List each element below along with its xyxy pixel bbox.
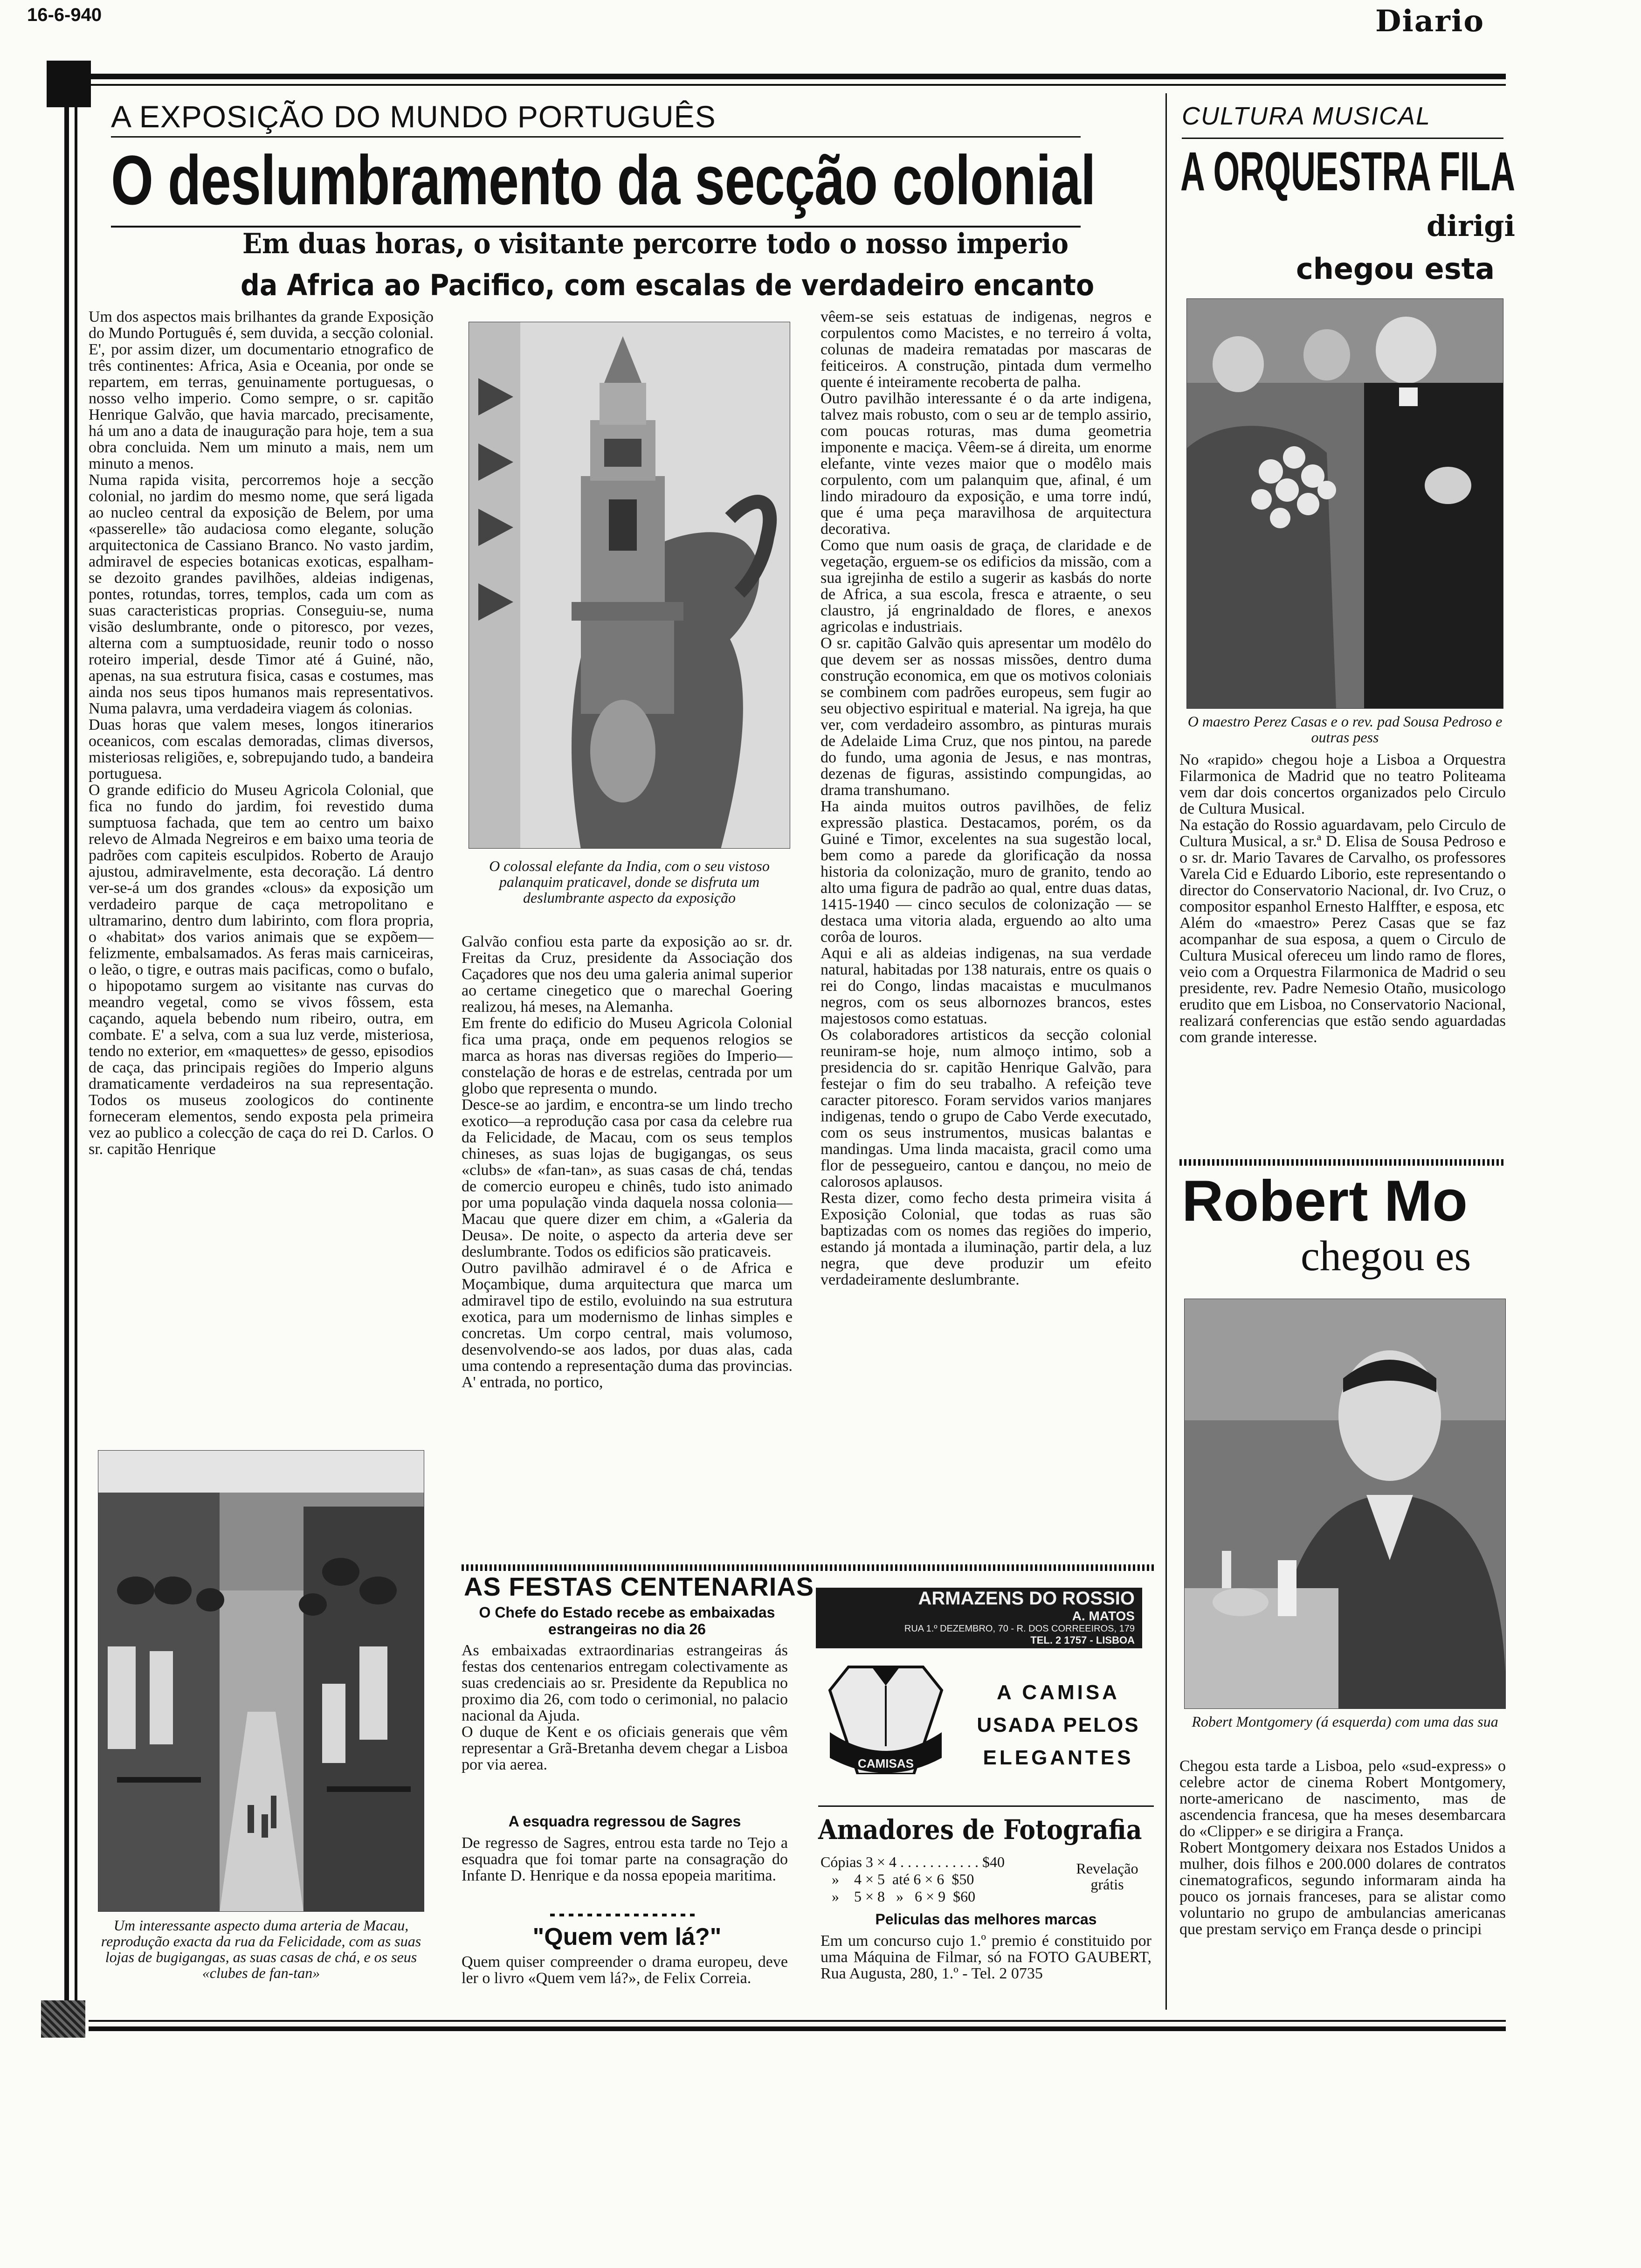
festas-divider [550,1914,699,1916]
right-dotted-separator [1179,1159,1506,1166]
photo-montgomery-caption: Robert Montgomery (á esquerda) com uma das sua [1192,1713,1498,1730]
deck-line-1: Em duas horas, o visitante percorre todo o nosso imperio [242,228,1069,260]
bottom-rule-thick [89,2026,1506,2031]
deck-line-2: da Africa ao Pacifico, com escalas de verdadeiro encanto [241,268,1095,302]
top-rule-thick [89,74,1506,79]
ad-armazens-phone: TEL. 2 1757 - LISBOA [1030,1634,1135,1646]
kicker: A EXPOSIÇÃO DO MUNDO PORTUGUÊS [111,99,716,134]
ad-armazens-slogan-2: USADA PELOS [977,1714,1140,1736]
elephant-tower-image [469,322,790,849]
festas-body-2: De regresso de Sagres, entrou esta tarde no Tejo a esquadra que foi tomar parte na consagração do Infante D. Henrique e da nossa epopeia maritima. [462,1835,788,1884]
ad-foto-body: Em um concurso cujo 1.º premio é constituido por uma Máquina de Filmar, só na FOTO GAUBERT, Rua Augusta, 280, 1.º - Tel. 2 0735 [820,1933,1151,1982]
festas-body-1: As embaixadas extraordinarias estrangeiras ás festas dos centenarios entregam colectivamente as suas credenciais ao sr. Presidente da Republica no proximo dia 26, com todo o cerimonial, no palacio nacional da Ajuda. O duque de Kent e os oficiais generais que vêm representar a Grã-Bretanha devem chegar a Lisboa por via aerea. [462,1642,788,1773]
dotted-separator [462,1564,1156,1571]
ad-armazens-name: ARMAZENS DO ROSSIO [918,1588,1135,1609]
ad-foto-headline: Amadores de Fotografia [818,1814,1142,1846]
quem-vem-headline: "Quem vem lá?" [532,1923,722,1950]
page-date: 16-6-940 [27,5,102,25]
photo-elephant [469,322,790,849]
ad-armazens-banner [816,1588,1142,1648]
festas-subhead: O Chefe do Estado recebe as embaixadas estrangeiras no dia 26 [479,1604,775,1638]
bottom-rule-thin [89,2020,1506,2022]
shirt-illustration [820,1653,951,1774]
margin-bar-2 [75,107,77,2014]
photo-macau-caption: Um interessante aspecto duma arteria de Macau, reprodução exacta da rua da Felicidade, com as suas lojas de bugigangas, as suas casas de chá, e os seus «clubes de fan-tan» [101,1917,421,1981]
orquestra-section: CULTURA MUSICAL [1182,102,1431,130]
right-column-divider [1165,93,1167,2010]
ad-armazens-slogan-1: A CAMISA [997,1681,1120,1704]
ad-armazens-shirt-label: CAMISAS [858,1756,914,1770]
photo-montgomery [1184,1299,1506,1709]
montgomery-image [1185,1299,1506,1709]
montgomery-deck: chegou es [1301,1232,1471,1279]
montgomery-headline: Robert Mo [1182,1169,1468,1233]
photo-orquestra [1186,298,1503,709]
photo-orquestra-caption: O maestro Perez Casas e o rev. pad Sousa Pedroso e outras pess [1187,713,1503,746]
orquestra-deck-2: chegou esta [1296,252,1495,286]
ad-armazens-owner: A. MATOS [1072,1609,1135,1623]
quem-vem-body: Quem quiser compreender o drama europeu, deve ler o livro «Quem vem lá?», de Felix Correia. [462,1954,788,1987]
masthead: Diario [1375,4,1484,39]
ad-foto-subhead: Peliculas das melhores marcas [875,1911,1097,1928]
festas-headline: AS FESTAS CENTENARIAS [464,1572,814,1601]
ad-armazens [816,1583,1156,1788]
orquestra-headline: A ORQUESTRA FILA [1180,141,1516,202]
margin-block-bottom [41,2000,85,2038]
margin-block [47,61,91,107]
macau-street-image [98,1451,424,1912]
ad-foto-note: Revelação grátis [1076,1860,1138,1893]
kicker-underline [111,136,1081,138]
orquestra-deck-1: dirigi [1427,209,1516,243]
orquestra-arrival-image [1187,299,1503,709]
ad-armazens-address: RUA 1.º DEZEMBRO, 70 - R. DOS CORREEIROS, 179 [904,1624,1135,1634]
orquestra-section-rule [1182,138,1503,139]
photo-macau [98,1450,424,1912]
main-column-3: vêem-se seis estatuas de indigenas, negros e corpulentos como Macistes, e no terreiro á volta, colunas de madeira rematadas por mascaras de feiticeiros. A construção, pintada dum vermelho quente é inteiramente recoberta de palha. Outro pavilhão interessante é o da arte indigena, talvez mais robusto, com o seu ar de templo assirio, com poucas roturas, mas duma geometria imponente e maciça. Vêem-se á direita, um enorme elefante, vinte vezes maior que o modêlo mais corpulento, com um palanquim que, afinal, é um lindo miradouro da exposição, e uma torre indú, que é uma peça maravilhosa de arquitectura decorativa. Como que num oasis de graça, de claridade e de vegetação, erguem-se os edificios da missão, com a sua igrejinha de estilo a sugerir as kasbás do norte de Africa, a sua escola, fresca e atraente, o seu claustro, já engrinaldado de flores, e anexos agricolas e industriais. O sr. capitão Galvão quis apresentar um modêlo do que devem ser as nossas missões, dentro duma construção economica, em que os motivos coloniais se combinem com padrões europeus, sem fugir ao seu objectivo espiritual e material. Na igreja, ha que ver, com verdadeiro assombro, as pinturas murais de Adelaide Lima Cruz, que nos pintou, na parede do fundo, uma agonia de Jesus, e nas montras, dezenas de figuras, assistindo compungidas, ao drama transhumano. Ha ainda muitos outros pavilhões, de feliz expressão plastica. Destacamos, porém, os da Guiné e Timor, excelentes na sua sugestão local, bem como a parede da glorificação da nossa historia da colonização, muro de granito, tendo ao alto uma figura de padrão ao qual, entre duas datas, 1415-1940 — cinco seculos de colonização — se destaca uma vitoria alada, erguendo ao alto uma corôa de louros. Aqui e ali as aldeias indigenas, na sua verdade natural, habitadas por 138 naturais, entre os quais o rei do Congo, lindas macaistas e muculmanos negros, com os seus albornozes brancos, estes majestosos como estatuas. Os colaboradores artisticos da secção colonial reuniram-se hoje, num almoço intimo, sob a presidencia do sr. capitão Henrique Galvão, para festejar o fim do seu trabalho. A refeição teve caracter pitoresco. Foram servidos varios manjares indigenas, tendo o grupo de Cabo Verde executado, com os seus instrumentos, musicas balantas e mandingas. Uma linda macaista, gracil como uma flor de pessegueiro, cantou e dançou, no meio de calorosos aplausos. Resta dizer, como fecho desta primeira visita á Exposição Colonial, que todas as ruas são baptizadas com os nomes das regiões do imperio, estando já montada a iluminação, partir dela, a luz negra, que deve produzir um efeito verdadeiramente deslumbrante. [820,309,1151,1288]
ad-armazens-slogan-3: ELEGANTES [983,1746,1134,1769]
main-column-2: Galvão confiou esta parte da exposição ao sr. dr. Freitas da Cruz, presidente da Associação dos Caçadores que nos deu uma galeria animal superior ao certame cinegetico que o marechal Goering realizou, há meses, na Alemanha. Em frente do edificio do Museu Agricola Colonial fica uma praça, onde em pequenos relogios se marca as horas nas diversas regiões do Imperio—constelação de horas e de estrelas, centrada por um globo que representa o mundo. Desce-se ao jardim, e encontra-se um lindo trecho exotico—a reprodução casa por casa da celebre rua da Felicidade, de Macau, com os seus templos chineses, as suas lojas de bugigangas, os seus «clubs» de «fan-tan», as suas casas de chá, tendas de comercio europeu e chinês, tudo isto animado por uma população vinda daquela nossa colonia—Macau que quere dizer em chim, a «Galeria da Deusa». De noite, o aspecto da arteria deve ser deslumbrante. Todos os edificios são praticaveis. Outro pavilhão admiravel é o de Africa e Moçambique, duma arquitectura que marca um admiravel tipo de estilo, evoluindo na sua estrutura exotica, para um modernismo de linhas simples e concretas. Um corpo central, mais volumoso, desenvolvendo-se aos lados, por duas alas, cada uma contendo a representação duma das provincias. A' entrada, no portico, [462,933,793,1391]
montgomery-body: Chegou esta tarde a Lisboa, pelo «sud-express» o celebre actor de cinema Robert Montgomery, norte-americano de nascimento, mas de ascendencia francesa, que ha meses desembarcara do «Clipper» e se dirigira a França. Robert Montgomery deixara nos Estados Unidos a mulher, dois filhos e 200.000 dolares de contratos cinematograficos, segundo informaram ainda ha pouco os jornais franceses, para se alistar como voluntario no grupo de ambulancias americanas que prestam serviço em França desde o principi [1179,1758,1506,1938]
main-column-1: Um dos aspectos mais brilhantes da grande Exposição do Mundo Português é, sem duvida, a secção colonial. E', por assim dizer, um documentario etnografico de três continentes: Africa, Asia e Oceania, por onde se repartem, em terras, genuinamente portuguesas, o nosso velho imperio. Como sempre, o sr. capitão Henrique Galvão, que havia marcado, precisamente, há um ano a data de inauguração para hoje, tem a sua obra concluida. Nem um minuto a mais, nem um minuto a menos. Numa rapida visita, percorremos hoje a secção colonial, no jardim do mesmo nome, que será ligada ao nucleo central da exposição de Belem, por uma «passerelle» tão audaciosa como elegante, solução arquitectonica de Cassiano Branco. No vasto jardim, admiravel de especies botanicas exoticas, espalham-se dezoito grandes pavilhões, aldeias indigenas, pontes, rotundas, torres, templos, cada um com as suas caracteristicas proprias. Conseguiu-se, numa visão deslumbrante, onde o pitoresco, por vezes, alterna com a sumptuosidade, reunir todo o nosso roteiro imperial, desde Timor até á Guiné, não, apenas, na sua estrutura fisica, casas e costumes, mas ainda nos seus tipos humanos mais representativos. Numa palavra, uma verdadeira viagem ás colonias. Duas horas que valem meses, longos itinerarios oceanicos, com escalas demoradas, climas diversos, misteriosas religiões, e, sobrepujando tudo, a bandeira portuguesa. O grande edificio do Museu Agricola Colonial, que fica no fundo do jardim, foi revestido duma sumptuosa fachada, que tem ao centro um baixo relevo de Almada Negreiros e em baixo uma teoria de padrões com capiteis esculpidos. Roberto de Araujo ajustou, admiravelmente, esta decoração. Lá dentro ver-se-á um dos grandes «clous» da exposição um verdadeiro parque de caça metropolitano e ultramarino, dentro dum labirinto, com flora propria, o «habitat» dos varios animais que se expõem—felizmente, embalsamados. As feras mais carniceiras, o leão, o tigre, e outras mais pacificas, como o bufalo, o hipopotamo surgem ao visitante nas curvas do meandro vegetal, como se vivos fôssem, esta caçando, aquela bebendo num ribeiro, outra, em combate. E' a selva, com a sua luz verde, misteriosa, tendo no exterior, em «maquettes» de gesso, episodios de caça, das principais regiões do Imperio alguns dramaticamente verdadeiros na sua representação. Todos os museus zoologicos do continente forneceram elementos, sendo exposta pela primeira vez ao publico a colecção de caça do rei D. Carlos. O sr. capitão Henrique [89,309,434,1158]
ad-foto-row-1: Cópias 3 × 4 . . . . . . . . . . . $40 [820,1853,1005,1870]
margin-bar-1 [64,107,69,2014]
photo-elephant-caption: O colossal elefante da India, com o seu vistoso palanquim praticavel, donde se disfruta um deslumbrante aspecto da exposição [489,857,770,906]
orquestra-body: No «rapido» chegou hoje a Lisboa a Orquestra Filarmonica de Madrid que no teatro Politeama vem dar dois concertos organizados pelo Circulo de Cultura Musical. Na estação do Rossio aguardavam, pelo Circulo de Cultura Musical, a sr.ª D. Elisa de Sousa Pedroso e o sr. dr. Mario Tavares de Carvalho, os professores Varela Cid e Eduardo Liborio, este representando o director do Conservatorio Nacional, dr. Ivo Cruz, o compositor espanhol Ernesto Halffter, e esposa, etc Além do «maestro» Perez Casas que se faz acompanhar de sua esposa, a quem o Circulo de Cultura Musical ofereceu um lindo ramo de flores, veio com a Orquestra Filarmonica de Madrid o seu presidente, rev. Padre Nemesio Otaño, musicologo erudito que em Lisboa, no Conservatorio Nacional, realizará conferencias que estão sendo aguardadas com grande interesse. [1179,752,1506,1046]
ad-foto-row-3: » 5 × 8 » 6 × 9 $60 [820,1888,976,1905]
headline: O deslumbramento da secção colonial [111,141,1096,219]
ad-foto-row-2: » 4 × 5 até 6 × 6 $50 [820,1871,974,1888]
ad-separator [818,1805,1154,1807]
top-rule-thin [89,84,1506,86]
festas-subhead-2: A esquadra regressou de Sagres [508,1813,741,1830]
